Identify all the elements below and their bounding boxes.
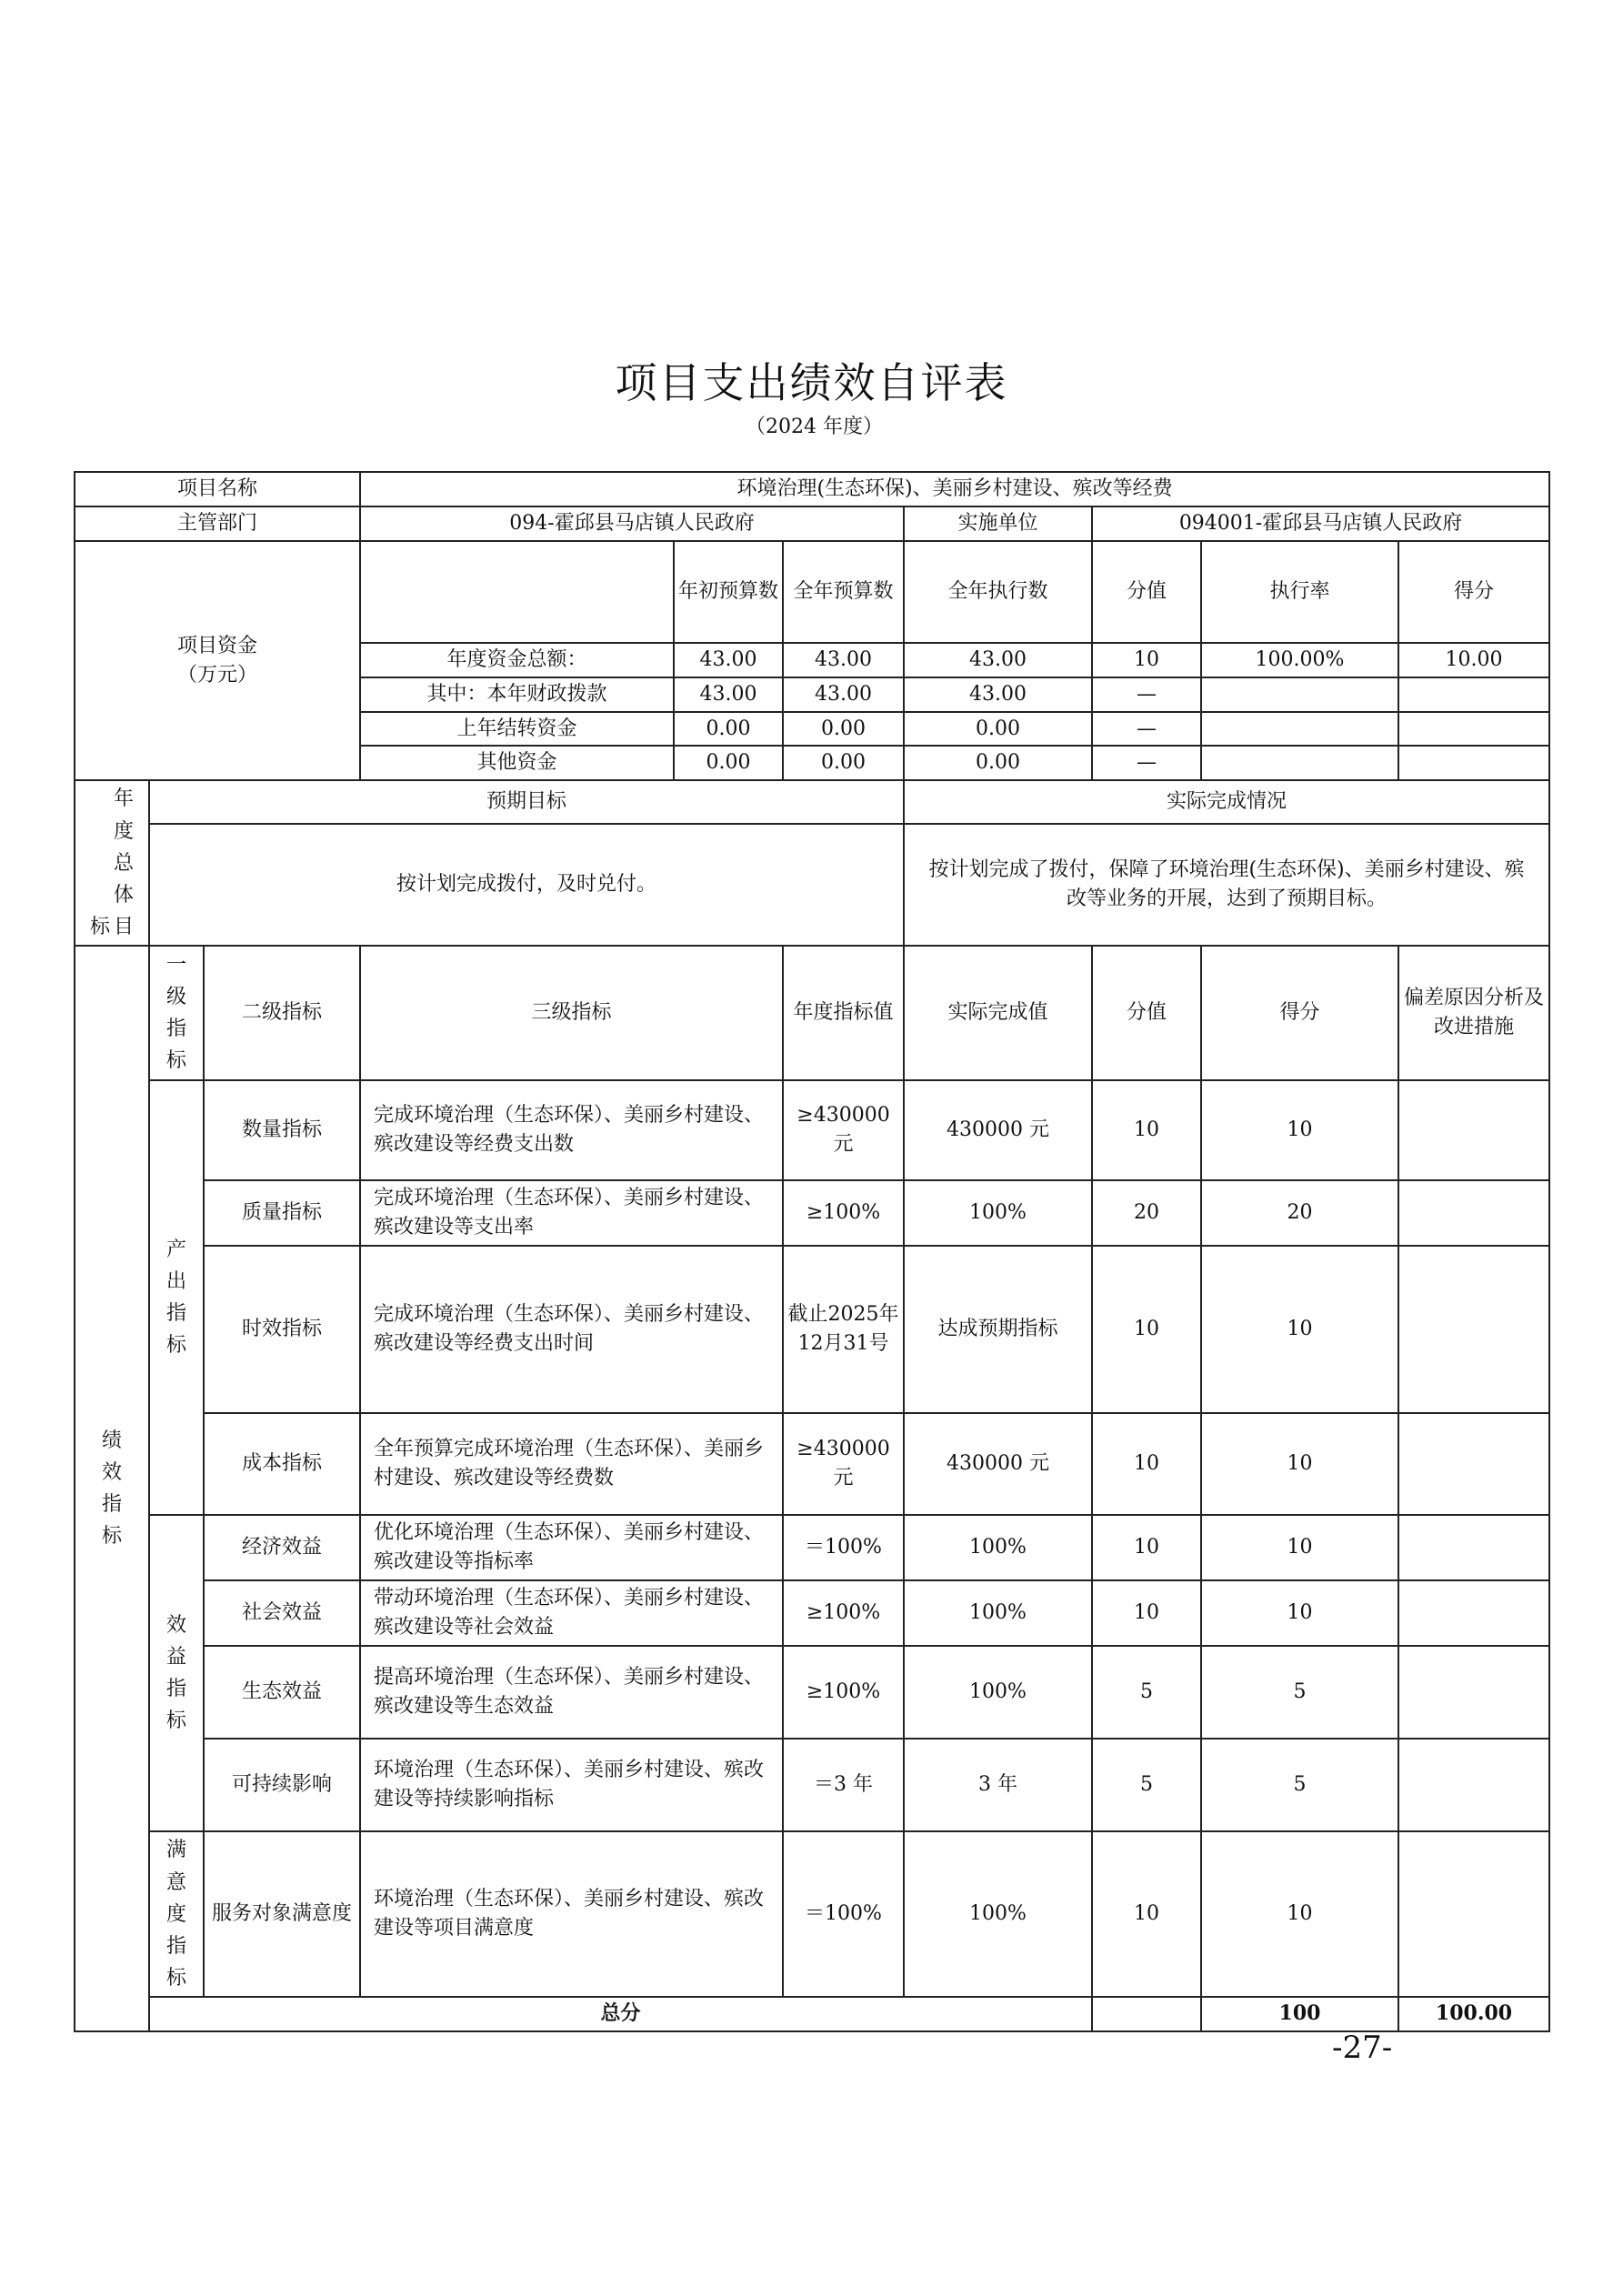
level3-indicator: 完成环境治理（生态环保）、美丽乡村建设、殡改建设等支出率 [360, 1180, 783, 1246]
score-value: 10 [1092, 1080, 1201, 1180]
level3-indicator: 优化环境治理（生态环保）、美丽乡村建设、殡改建设等指标率 [360, 1515, 783, 1580]
funds-initial: 0.00 [674, 712, 783, 747]
level2-indicator: 数量指标 [204, 1080, 360, 1180]
funds-score-value: 10 [1092, 643, 1201, 677]
target-value: ≥430000元 [783, 1413, 904, 1515]
funds-header: 执行率 [1201, 541, 1398, 643]
score: 20 [1201, 1180, 1398, 1246]
indicator-header-text: 一级指标 [165, 953, 186, 1073]
funds-score: 10.00 [1398, 643, 1549, 677]
level3-indicator: 环境治理（生态环保）、美丽乡村建设、殡改建设等持续影响指标 [360, 1739, 783, 1831]
funds-header: 分值 [1092, 541, 1201, 643]
row-dept [75, 506, 1549, 541]
actual-value: 3 年 [904, 1739, 1092, 1831]
funds-score [1398, 677, 1549, 712]
target-value: 截止2025年12月31号 [783, 1246, 904, 1413]
funds-rate: 100.00% [1201, 643, 1398, 677]
level3-indicator: 全年预算完成环境治理（生态环保）、美丽乡村建设、殡改建设等经费数 [360, 1413, 783, 1515]
score-value: 10 [1092, 1246, 1201, 1413]
funds-annual: 0.00 [783, 746, 904, 780]
goals-header-row [75, 780, 1549, 823]
level2-indicator: 时效指标 [204, 1246, 360, 1413]
level1-indicator [149, 1831, 204, 1997]
score: 10 [1201, 1580, 1398, 1646]
level3-indicator: 带动环境治理（生态环保）、美丽乡村建设、殡改建设等社会效益 [360, 1580, 783, 1646]
funds-score [1398, 746, 1549, 780]
funds-blank-header [360, 541, 674, 643]
indicator-header: 得分 [1201, 946, 1398, 1080]
funds-row-name: 其他资金 [360, 746, 674, 780]
actual-value: 100% [904, 1646, 1092, 1739]
level1-text: 产出指标 [165, 1238, 186, 1358]
target-value: ≥100% [783, 1180, 904, 1246]
target-value: ＝100% [783, 1515, 904, 1580]
funds-rate [1201, 677, 1398, 712]
funds-label-text: 项目资金 [176, 634, 257, 657]
row-project-name [75, 472, 1549, 506]
level1-text: 效益指标 [165, 1613, 186, 1733]
funds-header: 得分 [1398, 541, 1549, 643]
score-value: 20 [1092, 1180, 1201, 1246]
actual-goal-header: 实际完成情况 [904, 780, 1549, 823]
funds-annual: 43.00 [783, 643, 904, 677]
funds-initial: 43.00 [674, 677, 783, 712]
funds-row-name: 年度资金总额： [360, 643, 674, 677]
level2-indicator: 生态效益 [204, 1646, 360, 1739]
funds-annual: 43.00 [783, 677, 904, 712]
page-subtitle: （2024 年度） [746, 416, 883, 438]
level2-indicator: 质量指标 [204, 1180, 360, 1246]
goals-label-a: 标 [89, 916, 110, 939]
level1-indicator [149, 1515, 204, 1831]
indicator-row [75, 1180, 1549, 1246]
indicator-row [75, 1515, 1549, 1580]
funds-row-name: 其中：本年财政拨款 [360, 677, 674, 712]
funds-header-row [75, 541, 1549, 643]
deviation [1398, 1831, 1549, 1997]
target-value: ≥430000元 [783, 1080, 904, 1180]
level1-indicator [149, 1080, 204, 1515]
indicator-row [75, 1646, 1549, 1739]
target-value: ≥100% [783, 1580, 904, 1646]
funds-executed: 43.00 [904, 643, 1092, 677]
funds-initial: 43.00 [674, 643, 783, 677]
total-row [75, 1997, 1549, 2031]
indicator-header: 偏差原因分析及改进措施 [1398, 946, 1549, 1080]
funds-score-value: — [1092, 677, 1201, 712]
funds-label [75, 541, 360, 781]
level2-indicator: 服务对象满意度 [204, 1831, 360, 1997]
score-value: 5 [1092, 1646, 1201, 1739]
indicator-row [75, 1739, 1549, 1831]
deviation [1398, 1246, 1549, 1413]
goals-row [75, 824, 1549, 947]
actual-goal: 按计划完成了拨付，保障了环境治理(生态环保)、美丽乡村建设、殡改等业务的开展，达到了预期目标。 [904, 824, 1549, 947]
funds-header: 年初预算数 [674, 541, 783, 643]
performance-table [74, 471, 1550, 2032]
actual-value: 100% [904, 1831, 1092, 1997]
deviation [1398, 1739, 1549, 1831]
level1-text: 满意度指标 [165, 1839, 186, 1990]
goals-label [75, 780, 149, 946]
funds-annual: 0.00 [783, 712, 904, 747]
level2-indicator: 社会效益 [204, 1580, 360, 1646]
score-value: 10 [1092, 1831, 1201, 1997]
level3-indicator: 提高环境治理（生态环保）、美丽乡村建设、殡改建设等生态效益 [360, 1646, 783, 1739]
actual-value: 430000 元 [904, 1413, 1092, 1515]
actual-value: 430000 元 [904, 1080, 1092, 1180]
indicator-row [75, 1246, 1549, 1413]
score: 5 [1201, 1646, 1398, 1739]
level2-indicator: 可持续影响 [204, 1739, 360, 1831]
total-label: 总分 [149, 1997, 1092, 2031]
indicators-header-row [75, 946, 1549, 1080]
impl: 094001-霍邱县马店镇人民政府 [1092, 506, 1549, 541]
funds-header: 全年预算数 [783, 541, 904, 643]
indicator-header: 分值 [1092, 946, 1201, 1080]
score: 5 [1201, 1739, 1398, 1831]
page-number: -27- [1332, 2030, 1393, 2066]
funds-executed: 43.00 [904, 677, 1092, 712]
actual-value: 100% [904, 1180, 1092, 1246]
goals-label-b: 年度总体目 [113, 787, 134, 939]
funds-score-value: — [1092, 712, 1201, 747]
level2-indicator: 成本指标 [204, 1413, 360, 1515]
indicator-header: 实际完成值 [904, 946, 1092, 1080]
score: 10 [1201, 1831, 1398, 1997]
target-value: ＝3 年 [783, 1739, 904, 1831]
funds-header: 全年执行数 [904, 541, 1092, 643]
funds-score-value: — [1092, 746, 1201, 780]
level3-indicator: 环境治理（生态环保）、美丽乡村建设、殡改建设等项目满意度 [360, 1831, 783, 1997]
funds-rate [1201, 746, 1398, 780]
score-value: 10 [1092, 1580, 1201, 1646]
indicator-row [75, 1080, 1549, 1180]
indicator-row [75, 1413, 1549, 1515]
deviation [1398, 1580, 1549, 1646]
target-value: ＝100% [783, 1831, 904, 1997]
label-project-name: 项目名称 [75, 472, 360, 506]
label-impl: 实施单位 [904, 506, 1092, 541]
project-name: 环境治理(生态环保)、美丽乡村建设、殡改等经费 [360, 472, 1549, 506]
funds-executed: 0.00 [904, 712, 1092, 747]
indicator-header: 年度指标值 [783, 946, 904, 1080]
score-value: 10 [1092, 1413, 1201, 1515]
funds-rate [1201, 712, 1398, 747]
label-dept: 主管部门 [75, 506, 360, 541]
indicator-header: 二级指标 [204, 946, 360, 1080]
indicator-header: 三级指标 [360, 946, 783, 1080]
expected-goal: 按计划完成拨付，及时兑付。 [149, 824, 904, 947]
funds-score [1398, 712, 1549, 747]
indicator-row [75, 1580, 1549, 1646]
expected-goal-header: 预期目标 [149, 780, 904, 823]
funds-executed: 0.00 [904, 746, 1092, 780]
funds-row-name: 上年结转资金 [360, 712, 674, 747]
score-value: 10 [1092, 1515, 1201, 1580]
total-blank [1092, 1997, 1201, 2031]
actual-value: 达成预期指标 [904, 1246, 1092, 1413]
deviation [1398, 1180, 1549, 1246]
deviation [1398, 1080, 1549, 1180]
indicators-section-label [75, 946, 149, 2031]
indicator-header [149, 946, 204, 1080]
funds-initial: 0.00 [674, 746, 783, 780]
funds-unit: （万元） [176, 663, 257, 687]
deviation [1398, 1646, 1549, 1739]
actual-value: 100% [904, 1515, 1092, 1580]
deviation [1398, 1515, 1549, 1580]
total-score-value: 100 [1201, 1997, 1398, 2031]
page-title: 项目支出绩效自评表 [615, 358, 1008, 407]
deviation [1398, 1413, 1549, 1515]
level2-indicator: 经济效益 [204, 1515, 360, 1580]
indicator-row [75, 1831, 1549, 1997]
indicators-section-label-text: 绩效指标 [101, 1429, 122, 1549]
score: 10 [1201, 1515, 1398, 1580]
actual-value: 100% [904, 1580, 1092, 1646]
dept: 094-霍邱县马店镇人民政府 [360, 506, 904, 541]
score: 10 [1201, 1080, 1398, 1180]
score: 10 [1201, 1246, 1398, 1413]
total-score: 100.00 [1398, 1997, 1549, 2031]
target-value: ≥100% [783, 1646, 904, 1739]
level3-indicator: 完成环境治理（生态环保）、美丽乡村建设、殡改建设等经费支出时间 [360, 1246, 783, 1413]
score: 10 [1201, 1413, 1398, 1515]
score-value: 5 [1092, 1739, 1201, 1831]
level3-indicator: 完成环境治理（生态环保）、美丽乡村建设、殡改建设等经费支出数 [360, 1080, 783, 1180]
